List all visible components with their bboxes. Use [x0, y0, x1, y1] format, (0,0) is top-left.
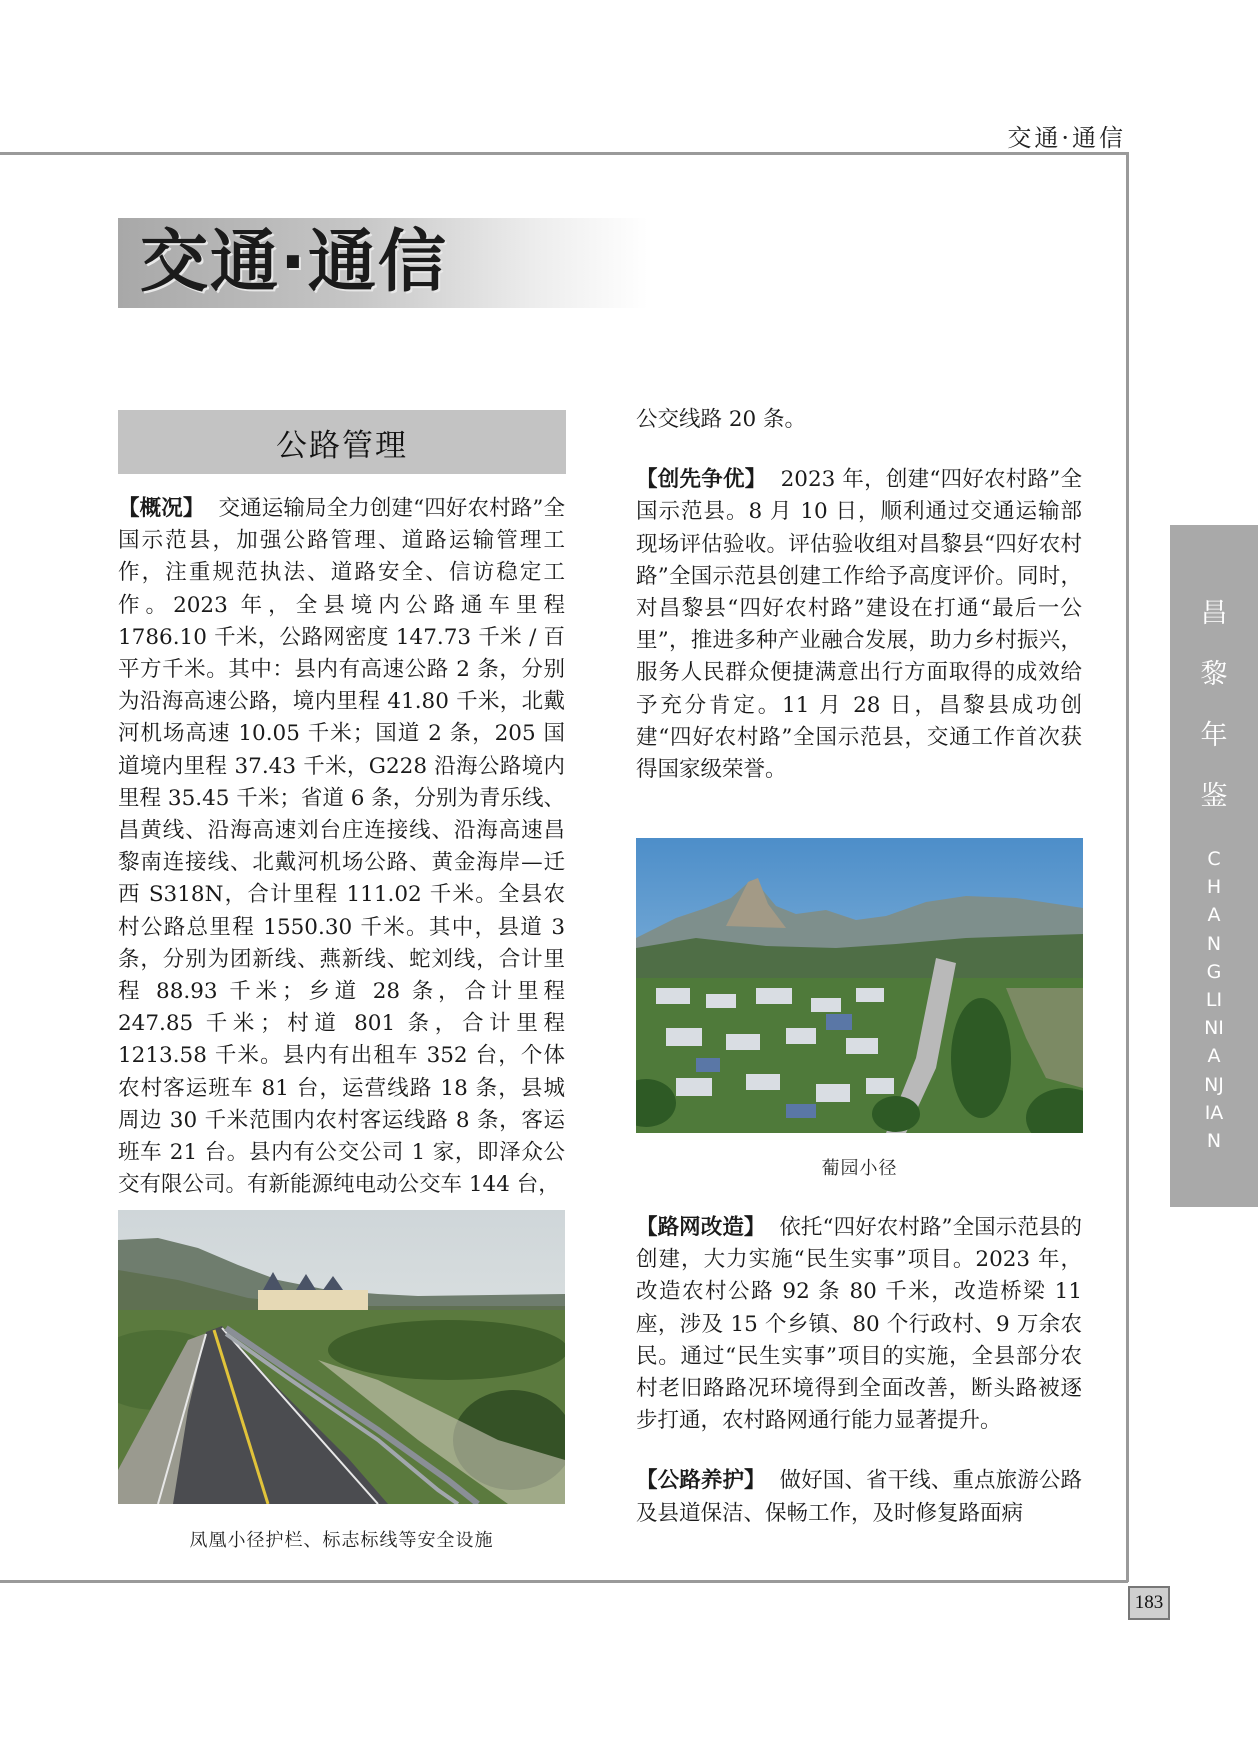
network-text: 依托“四好农村路”全国示范县的创建，大力实施“民生实事”项目。2023 年，改造农村公路 92 条 80 千米，改造桥梁 11 座，涉及 15 个乡镇、80 个行政村、9 万余农民。通过“民生实事”项目的实施，全县部分农村老旧路路况环境得到全面改善，断头路被逐步打通，农村路网通行能力显著提升。 [636, 1215, 1082, 1434]
overview-text: 交通运输局全力创建“四好农村路”全国示范县，加强公路管理、道路运输管理工作，注重规范执法、道路安全、信访稳定工作。2023 年，全县境内公路通车里程 1786.10 千米，公路网密度 147.73 千米 / 百平方千米。其中：县内有高速公路 2 条，分别为沿海高速公路，境内里程 41.80 千米，北戴河机场高速 10.05 千米；国道 2 条，205 国道境内里程 37.43 千米，G228 沿海公路境内里程 35.45 千米；省道 6 条，分别为青乐线、昌黄线、沿海高速刘台庄连接线、沿海高速昌黎南连接线、北戴河机场公路、黄金海岸—迁西 S318N，合计里程 111.02 千米。全县农村公路总里程 1550.30 千米。其中，县道 3 条，分别为团新线、燕新线、蛇刘线，合计里程 88.93 千米；乡道 28 条，合计里程 247.85 千米；村道 801 条，合计里程 1213.58 千米。县内有出租车 352 台，个体农村客运班车 81 台，运营线路 18 条，县城周边 30 千米范围内农村客运线路 8 条，客运班车 21 台。县内有公交公司 1 家，即泽众公交有限公司。有新能源纯电动公交车 144 台， [118, 496, 565, 1198]
village-photo [636, 838, 1083, 1133]
side-tab-char: 昌 [1200, 598, 1228, 629]
network-paragraph [636, 1212, 1082, 1437]
side-tab-char: 年 [1200, 720, 1228, 751]
continuation-paragraph: 公交线路 20 条。 [636, 407, 807, 432]
frame-bottom-rule [0, 1580, 1128, 1583]
overview-paragraph [118, 493, 565, 1201]
running-header: 交通·通信 [1007, 124, 1126, 152]
side-tab-latin [1170, 845, 1258, 1155]
network-heading: 【路网改造】 [636, 1215, 766, 1240]
frame-right-rule [1126, 152, 1129, 1582]
chapter-banner [118, 218, 648, 308]
right-column-top [636, 404, 1082, 786]
award-heading: 【创先争优】 [636, 467, 767, 493]
side-tab-char: 鉴 [1200, 781, 1228, 812]
side-tab [1170, 525, 1258, 1207]
section-banner [118, 410, 566, 474]
frame-top-rule [0, 152, 1128, 155]
left-column [118, 493, 565, 1201]
award-text: 2023 年，创建“四好农村路”全国示范县。8 月 10 日，顺利通过交通运输部现场评估验收。评估验收组对昌黎县“四好农村路”全国示范县创建工作给予高度评价。同时，对昌黎县“四好农村路”建设在打通“最后一公里”，推进多种产业融合发展，助力乡村振兴，服务人民群众便捷满意出行方面取得的成效给予充分肯定。11 月 28 日，昌黎县成功创建“四好农村路”全国示范县，交通工作首次获得国家级荣誉。 [636, 467, 1082, 783]
road-photo-caption: 凤凰小径护栏、标志标线等安全设施 [189, 1530, 494, 1551]
maintenance-paragraph [636, 1465, 1082, 1529]
overview-heading: 【概况】 [118, 496, 205, 521]
village-photo-caption: 葡园小径 [821, 1158, 898, 1179]
side-tab-latin-text: CHANGLINIANJIAN [1204, 848, 1224, 1153]
maintenance-heading: 【公路养护】 [636, 1468, 766, 1494]
award-paragraph [636, 464, 1082, 786]
section-title: 公路管理 [276, 427, 408, 464]
road-photo [118, 1210, 565, 1504]
side-tab-char: 黎 [1200, 659, 1228, 690]
maintenance-text: 做好国、省干线、重点旅游公路及县道保洁、保畅工作，及时修复路面病 [636, 1468, 1082, 1526]
chapter-title: 交通·通信 [140, 223, 448, 302]
page-number: 183 [1128, 1586, 1170, 1620]
right-column-bottom [636, 1212, 1082, 1530]
